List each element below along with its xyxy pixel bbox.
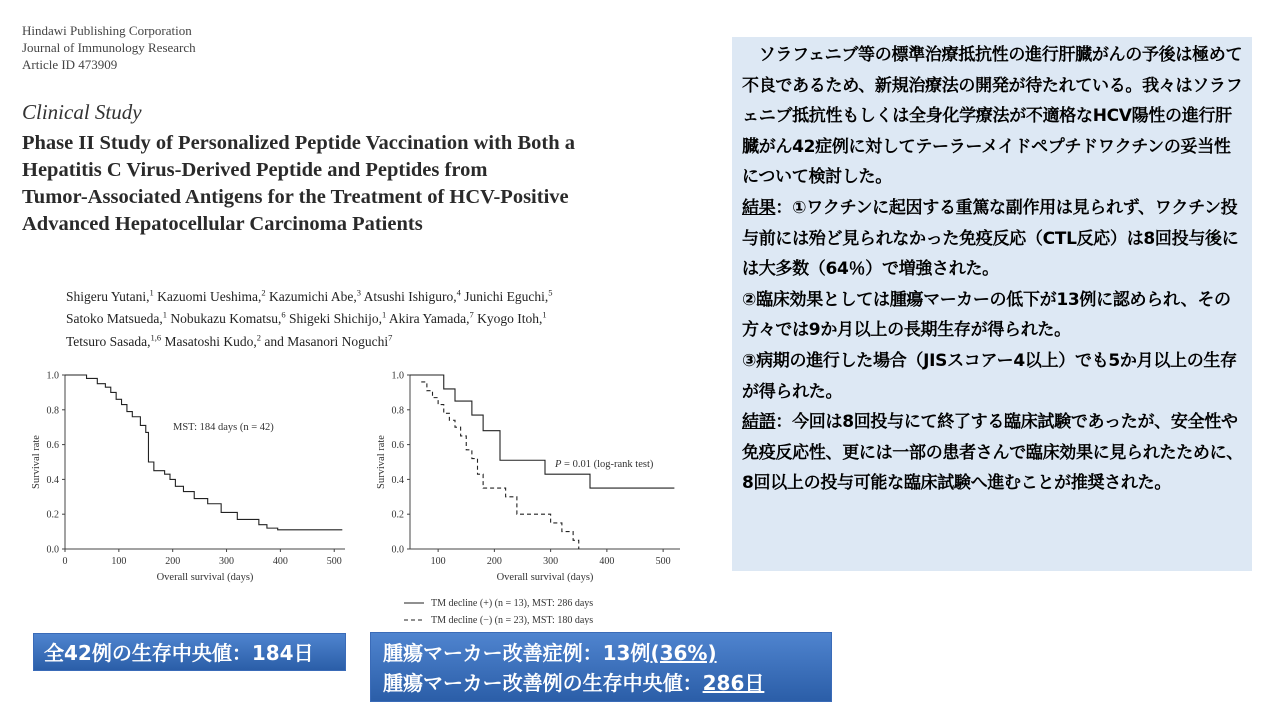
- conclusion-label: 結語: [742, 412, 776, 433]
- y-tick-label: 0.8: [391, 405, 404, 417]
- author: Kyogo Itoh,$^1$: [473, 309, 547, 326]
- tm-median-line: 腫瘍マーカー改善例の生存中央値：286日: [383, 671, 765, 695]
- title-line: Hepatitis C Virus-Derived Peptide and Peptides from: [22, 159, 488, 181]
- y-tick-label: 0.2: [391, 509, 404, 521]
- x-tick-label: 100: [430, 556, 446, 567]
- author-line: [66, 328, 552, 351]
- author-line: [66, 306, 552, 329]
- x-tick-label: 500: [326, 556, 342, 567]
- conclusion-text: ：今回は8回投与にて終了する臨床試験であったが、安全性や免疫反応性、更には一部の患者さんで臨床効果に見られたために、8回以上の投与可能な臨床試験へ進むことが推奨された。: [742, 412, 1243, 494]
- title-line: Tumor-Associated Antigens for the Treatment of HCV-Positive: [22, 186, 569, 208]
- x-tick-label: 400: [272, 556, 288, 567]
- summary-conclusion: [742, 407, 1246, 499]
- x-tick-label: 200: [486, 556, 502, 567]
- summary-panel: [732, 37, 1252, 571]
- author: Shigeru Yutani,$^1$: [66, 287, 154, 304]
- chart-annotation: MST: 184 days (n = 42): [173, 422, 274, 433]
- x-tick-label: 500: [655, 556, 671, 567]
- summary-result-2: ②臨床効果としては腫瘍マーカーの低下が13例に認められ、その方々では9か月以上の長期生存が得られた。: [742, 289, 1231, 341]
- author: Nobukazu Komatsu,$^6$: [167, 309, 286, 326]
- author-line: [66, 283, 552, 306]
- author-list: [66, 283, 552, 351]
- study-type-heading: Clinical Study: [22, 100, 142, 124]
- y-tick-label: 0.4: [391, 474, 404, 486]
- summary-results: [742, 193, 1246, 285]
- title-line: Advanced Hepatocellular Carcinoma Patients: [22, 213, 423, 235]
- journal-name: Journal of Immunology Research: [22, 40, 196, 55]
- y-tick-label: 0.0: [46, 544, 59, 556]
- author: Akira Yamada,$^7$: [386, 309, 474, 326]
- author: Satoko Matsueda,$^1$: [66, 309, 167, 326]
- tm-median-value: 286日: [702, 671, 765, 695]
- publisher-info: [22, 22, 196, 73]
- x-tick-label: 400: [599, 556, 615, 567]
- y-tick-label: 0.4: [46, 474, 59, 486]
- y-tick-label: 0.6: [391, 440, 404, 452]
- median-survival-callout: 全42例の生存中央値：184日: [33, 633, 346, 671]
- summary-result-3: ③病期の進行した場合（JISスコアー4以上）でも5か月以上の生存が得られた。: [742, 350, 1237, 402]
- author: Kazuomi Ueshima,$^2$: [153, 287, 266, 304]
- y-axis-label: Survival rate: [31, 435, 42, 489]
- author: Atsushi Ishiguro,$^4$: [360, 287, 461, 304]
- y-tick-label: 0.6: [46, 440, 59, 452]
- author: Shigeki Shichijo,$^1$: [285, 309, 387, 326]
- author: Junichi Eguchi,$^5$: [460, 287, 553, 304]
- tm-improvement-line: 腫瘍マーカー改善症例：13例(36%): [383, 641, 717, 665]
- author: and Masanori Noguchi$^7$: [261, 332, 393, 349]
- x-tick-label: 200: [165, 556, 181, 567]
- paper-title: [22, 130, 712, 238]
- y-tick-label: 1.0: [46, 370, 59, 382]
- x-tick-label: 300: [543, 556, 559, 567]
- x-tick-label: 0: [62, 556, 68, 567]
- tm-improvement-callout: [370, 632, 832, 702]
- results-text: ：①ワクチンに起因する重篤な副作用は見られず、ワクチン投与前には殆ど見られなかった免疫反応（CTL反応）は8回投与後には大多数（64％）で増強された。: [742, 197, 1239, 280]
- article-id: Article ID 473909: [22, 57, 118, 72]
- y-axis-label: Survival rate: [376, 435, 387, 489]
- survival-chart-all: [20, 360, 350, 595]
- y-tick-label: 1.0: [391, 370, 404, 382]
- x-axis-label: Overall survival (days): [496, 572, 594, 583]
- y-tick-label: 0.2: [46, 509, 59, 521]
- author: Masatoshi Kudo,$^2$: [161, 332, 262, 349]
- y-tick-label: 0.8: [46, 405, 59, 417]
- tm-improvement-rate: (36%): [650, 641, 717, 665]
- survival-chart-tm-decline: [362, 360, 682, 625]
- legend-label: TM decline (−) (n = 23), MST: 180 days: [431, 615, 594, 625]
- y-tick-label: 0.0: [391, 544, 404, 556]
- legend-label: TM decline (+) (n = 13), MST: 286 days: [431, 598, 594, 609]
- summary-intro: ソラフェニブ等の標準治療抵抗性の進行肝臓がんの予後は極めて不良であるため、新規治療法の開発が待たれている。我々はソラフェニブ抵抗性もしくは全身化学療法が不適格なHCV陽性の進行肝臓がん42症例に対してテーラーメイドペプチドワクチンの妥当性について検討した。: [742, 45, 1243, 188]
- survival-curve-tm-positive: [410, 375, 674, 488]
- title-line: Phase II Study of Personalized Peptide Vaccination with Both a: [22, 132, 575, 154]
- survival-curve: [65, 375, 342, 530]
- x-tick-label: 100: [111, 556, 127, 567]
- x-axis-label: Overall survival (days): [156, 572, 254, 583]
- author: Tetsuro Sasada,$^{1,6}$: [66, 332, 162, 349]
- results-label: 結果: [742, 197, 776, 218]
- author: Kazumichi Abe,$^3$: [265, 287, 361, 304]
- chart-annotation: P = 0.01 (log-rank test): [555, 459, 654, 470]
- x-tick-label: 300: [219, 556, 235, 567]
- publisher-name: Hindawi Publishing Corporation: [22, 23, 192, 38]
